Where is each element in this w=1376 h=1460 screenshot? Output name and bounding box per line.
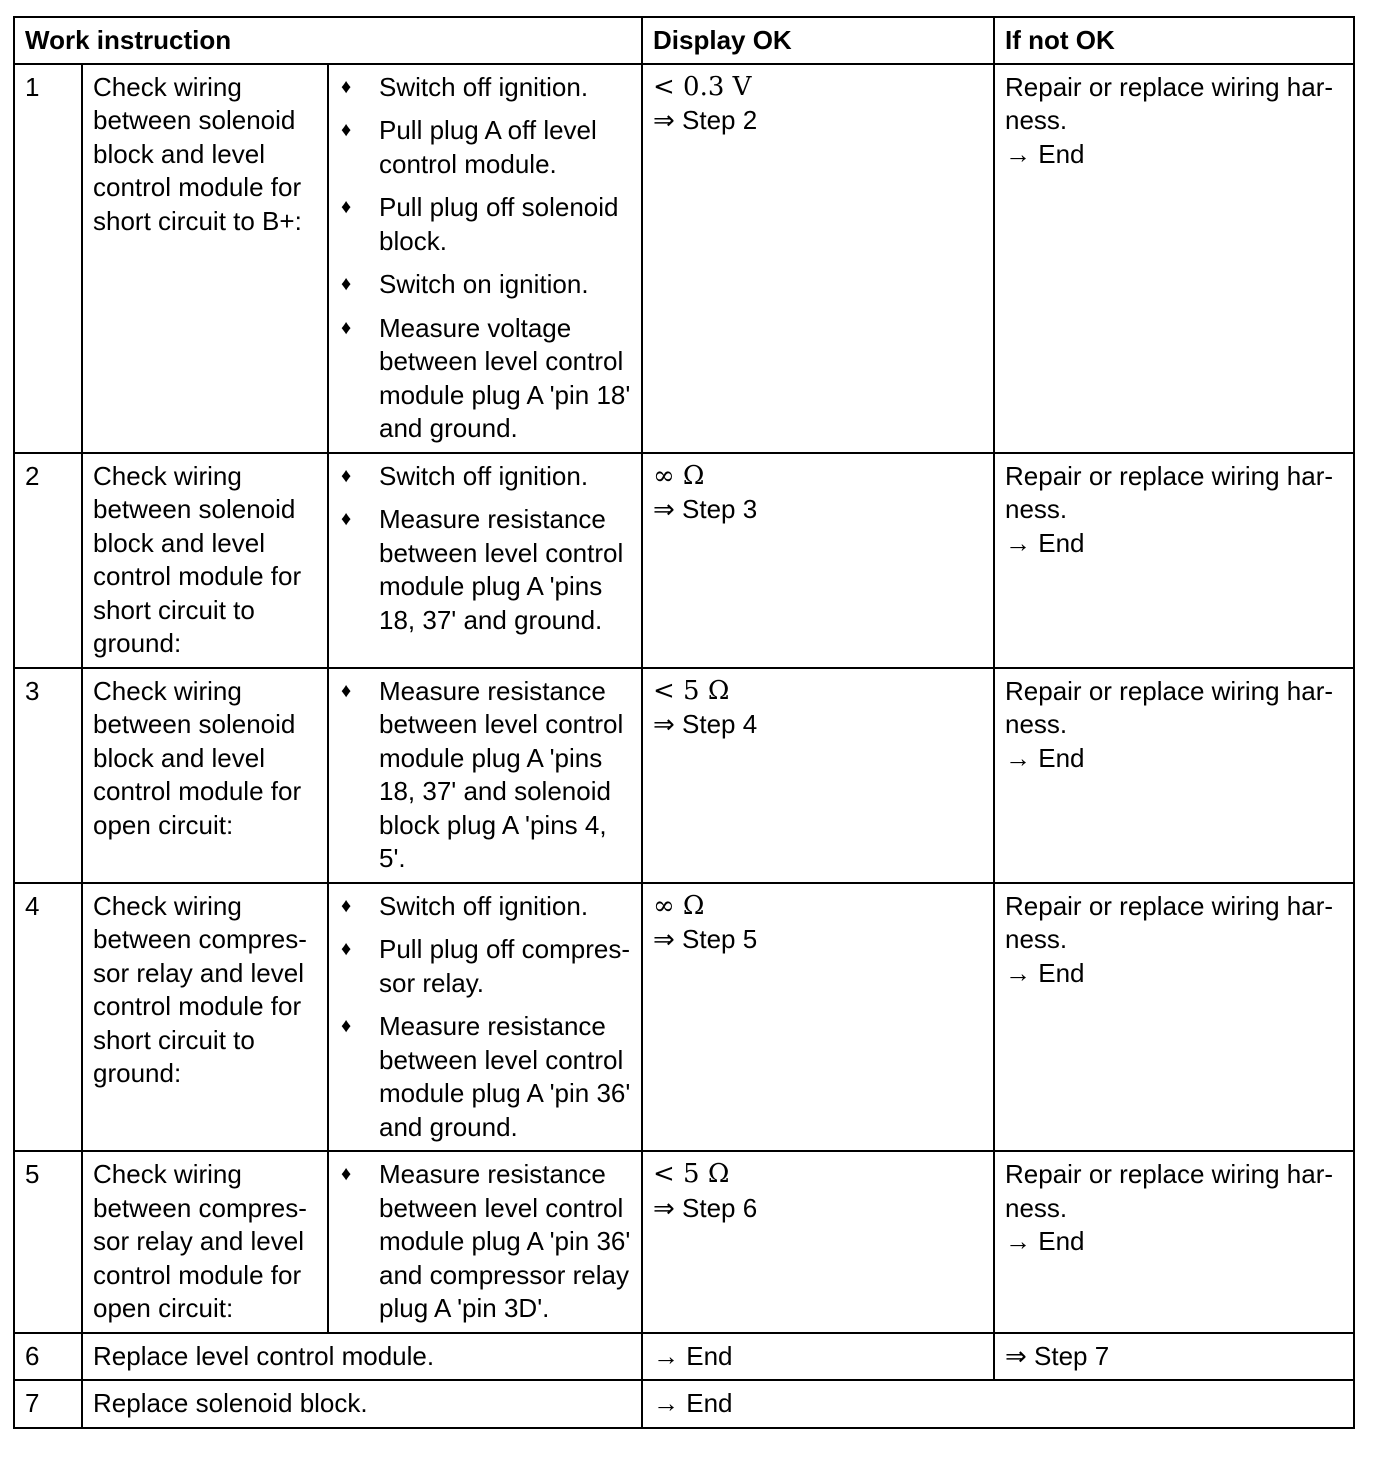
- step-title: Replace level control module.: [82, 1333, 642, 1381]
- list-item: ♦ Switch on ignition.: [339, 268, 631, 302]
- step-actions: [328, 64, 642, 453]
- ok-next-step: ⇒ Step 6: [653, 1192, 758, 1223]
- table-row: [14, 1333, 1354, 1381]
- if-not-ok-cell: ⇒ Step 7: [994, 1333, 1354, 1381]
- diamond-bullet-icon: ♦: [341, 894, 352, 917]
- step-actions: [328, 668, 642, 883]
- diamond-bullet-icon: ♦: [341, 75, 352, 98]
- display-ok-cell: → End: [642, 1380, 1354, 1428]
- diamond-bullet-icon: ♦: [341, 273, 352, 295]
- display-ok-cell: [642, 64, 994, 453]
- header-work-instruction: Work instruction: [14, 17, 642, 64]
- ok-value: < 5 Ω: [653, 675, 730, 706]
- nok-next-step: → End: [1005, 1226, 1085, 1256]
- nok-text: Repair or replace wiring har-ness.: [1005, 71, 1334, 135]
- list-item: ♦ Measure resistance between level control module plug A 'pin 36' and compressor relay plug A 'pin 3D'.: [341, 1159, 631, 1323]
- list-item: ♦ Pull plug off compres-sor relay.: [341, 934, 630, 998]
- nok-text: Repair or replace wiring har-ness.: [1005, 1159, 1334, 1223]
- header-row: [14, 17, 1354, 64]
- step-number: 1: [14, 64, 82, 453]
- list-item: ♦ Measure voltage between level control module plug A 'pin 18' and ground.: [341, 312, 631, 443]
- diamond-bullet-icon: ♦: [341, 938, 352, 960]
- table-row: [14, 1151, 1354, 1333]
- step-title: Check wiring between compres-sor relay and level control module for short circuit to ground:: [82, 883, 328, 1152]
- diamond-bullet-icon: ♦: [341, 464, 352, 487]
- display-ok-cell: [642, 1151, 994, 1333]
- if-not-ok-cell: [994, 64, 1354, 453]
- table-row: [14, 668, 1354, 883]
- ok-value: ∞ Ω: [653, 460, 705, 491]
- action-list: [339, 1158, 631, 1326]
- table-row: [14, 453, 1354, 668]
- nok-text: Repair or replace wiring har-ness.: [1005, 460, 1334, 524]
- action-list: [339, 890, 631, 1145]
- ok-next-step: ⇒ Step 3: [653, 494, 758, 524]
- diamond-bullet-icon: ♦: [341, 508, 352, 530]
- step-number: 5: [14, 1151, 82, 1333]
- ok-value: < 5 Ω: [653, 1159, 730, 1189]
- step-actions: [328, 883, 642, 1152]
- step-number: 2: [14, 453, 82, 668]
- nok-next-step: → End: [1005, 138, 1085, 169]
- if-not-ok-cell: [994, 1151, 1354, 1333]
- diamond-bullet-icon: ♦: [341, 119, 352, 141]
- ok-next-step: ⇒ Step 4: [653, 709, 758, 739]
- nok-next-step: → End: [1005, 527, 1085, 558]
- step-title: Check wiring between solenoid block and level control module for short circuit to ground:: [82, 453, 328, 668]
- if-not-ok-cell: [994, 883, 1354, 1152]
- step-number: 6: [14, 1333, 82, 1381]
- header-if-not-ok: If not OK: [994, 17, 1354, 64]
- nok-text: Repair or replace wiring har-ness.: [1005, 890, 1334, 954]
- list-item: ♦ Pull plug A off level control module.: [341, 115, 597, 179]
- list-item: ♦ Switch off ignition.: [339, 71, 631, 105]
- display-ok-cell: → End: [642, 1333, 994, 1381]
- step-actions: [328, 1151, 642, 1333]
- step-actions: [328, 453, 642, 668]
- diamond-bullet-icon: ♦: [341, 196, 352, 218]
- step-number: 4: [14, 883, 82, 1152]
- list-item: ♦ Pull plug off solenoid block.: [341, 192, 619, 256]
- if-not-ok-cell: [994, 453, 1354, 668]
- diamond-bullet-icon: ♦: [341, 1163, 352, 1185]
- step-title: Check wiring between compres-sor relay and level control module for open circuit:: [82, 1151, 328, 1333]
- list-item: ♦ Measure resistance between level control module plug A 'pins 18, 37' and ground.: [341, 504, 624, 635]
- step-number: 3: [14, 668, 82, 883]
- header-display-ok: Display OK: [642, 17, 994, 64]
- diamond-bullet-icon: ♦: [341, 1015, 352, 1037]
- step-title: Check wiring between solenoid block and level control module for open circuit:: [82, 668, 328, 883]
- nok-text: Repair or replace wiring har-ness.: [1005, 675, 1334, 739]
- list-item: ♦ Measure resistance between level control module plug A 'pins 18, 37' and solenoid block plug A 'pins 4, 5'.: [341, 675, 624, 873]
- list-item: ♦ Measure resistance between level control module plug A 'pin 36' and ground.: [341, 1011, 631, 1142]
- ok-value: < 0.3 V: [653, 71, 752, 102]
- work-instruction-table: [13, 16, 1355, 1429]
- list-item: ♦ Switch off ignition.: [339, 460, 631, 494]
- action-list: [339, 71, 631, 446]
- diamond-bullet-icon: ♦: [341, 316, 352, 339]
- nok-next-step: → End: [1005, 957, 1085, 988]
- if-not-ok-cell: [994, 668, 1354, 883]
- list-item: ♦ Switch off ignition.: [339, 890, 631, 924]
- ok-next-step: ⇒ Step 5: [653, 924, 758, 954]
- step-number: 7: [14, 1380, 82, 1428]
- display-ok-cell: [642, 883, 994, 1152]
- nok-next-step: → End: [1005, 742, 1085, 773]
- diamond-bullet-icon: ♦: [341, 679, 352, 702]
- table-row: [14, 883, 1354, 1152]
- display-ok-cell: [642, 453, 994, 668]
- ok-value: ∞ Ω: [653, 890, 705, 921]
- display-ok-cell: [642, 668, 994, 883]
- action-list: [339, 460, 631, 638]
- table-row: [14, 64, 1354, 453]
- ok-next-step: ⇒ Step 2: [653, 105, 758, 135]
- step-title: Replace solenoid block.: [82, 1380, 642, 1428]
- table-row: [14, 1380, 1354, 1428]
- action-list: [339, 675, 631, 876]
- step-title: Check wiring between solenoid block and level control module for short circuit to B+:: [82, 64, 328, 453]
